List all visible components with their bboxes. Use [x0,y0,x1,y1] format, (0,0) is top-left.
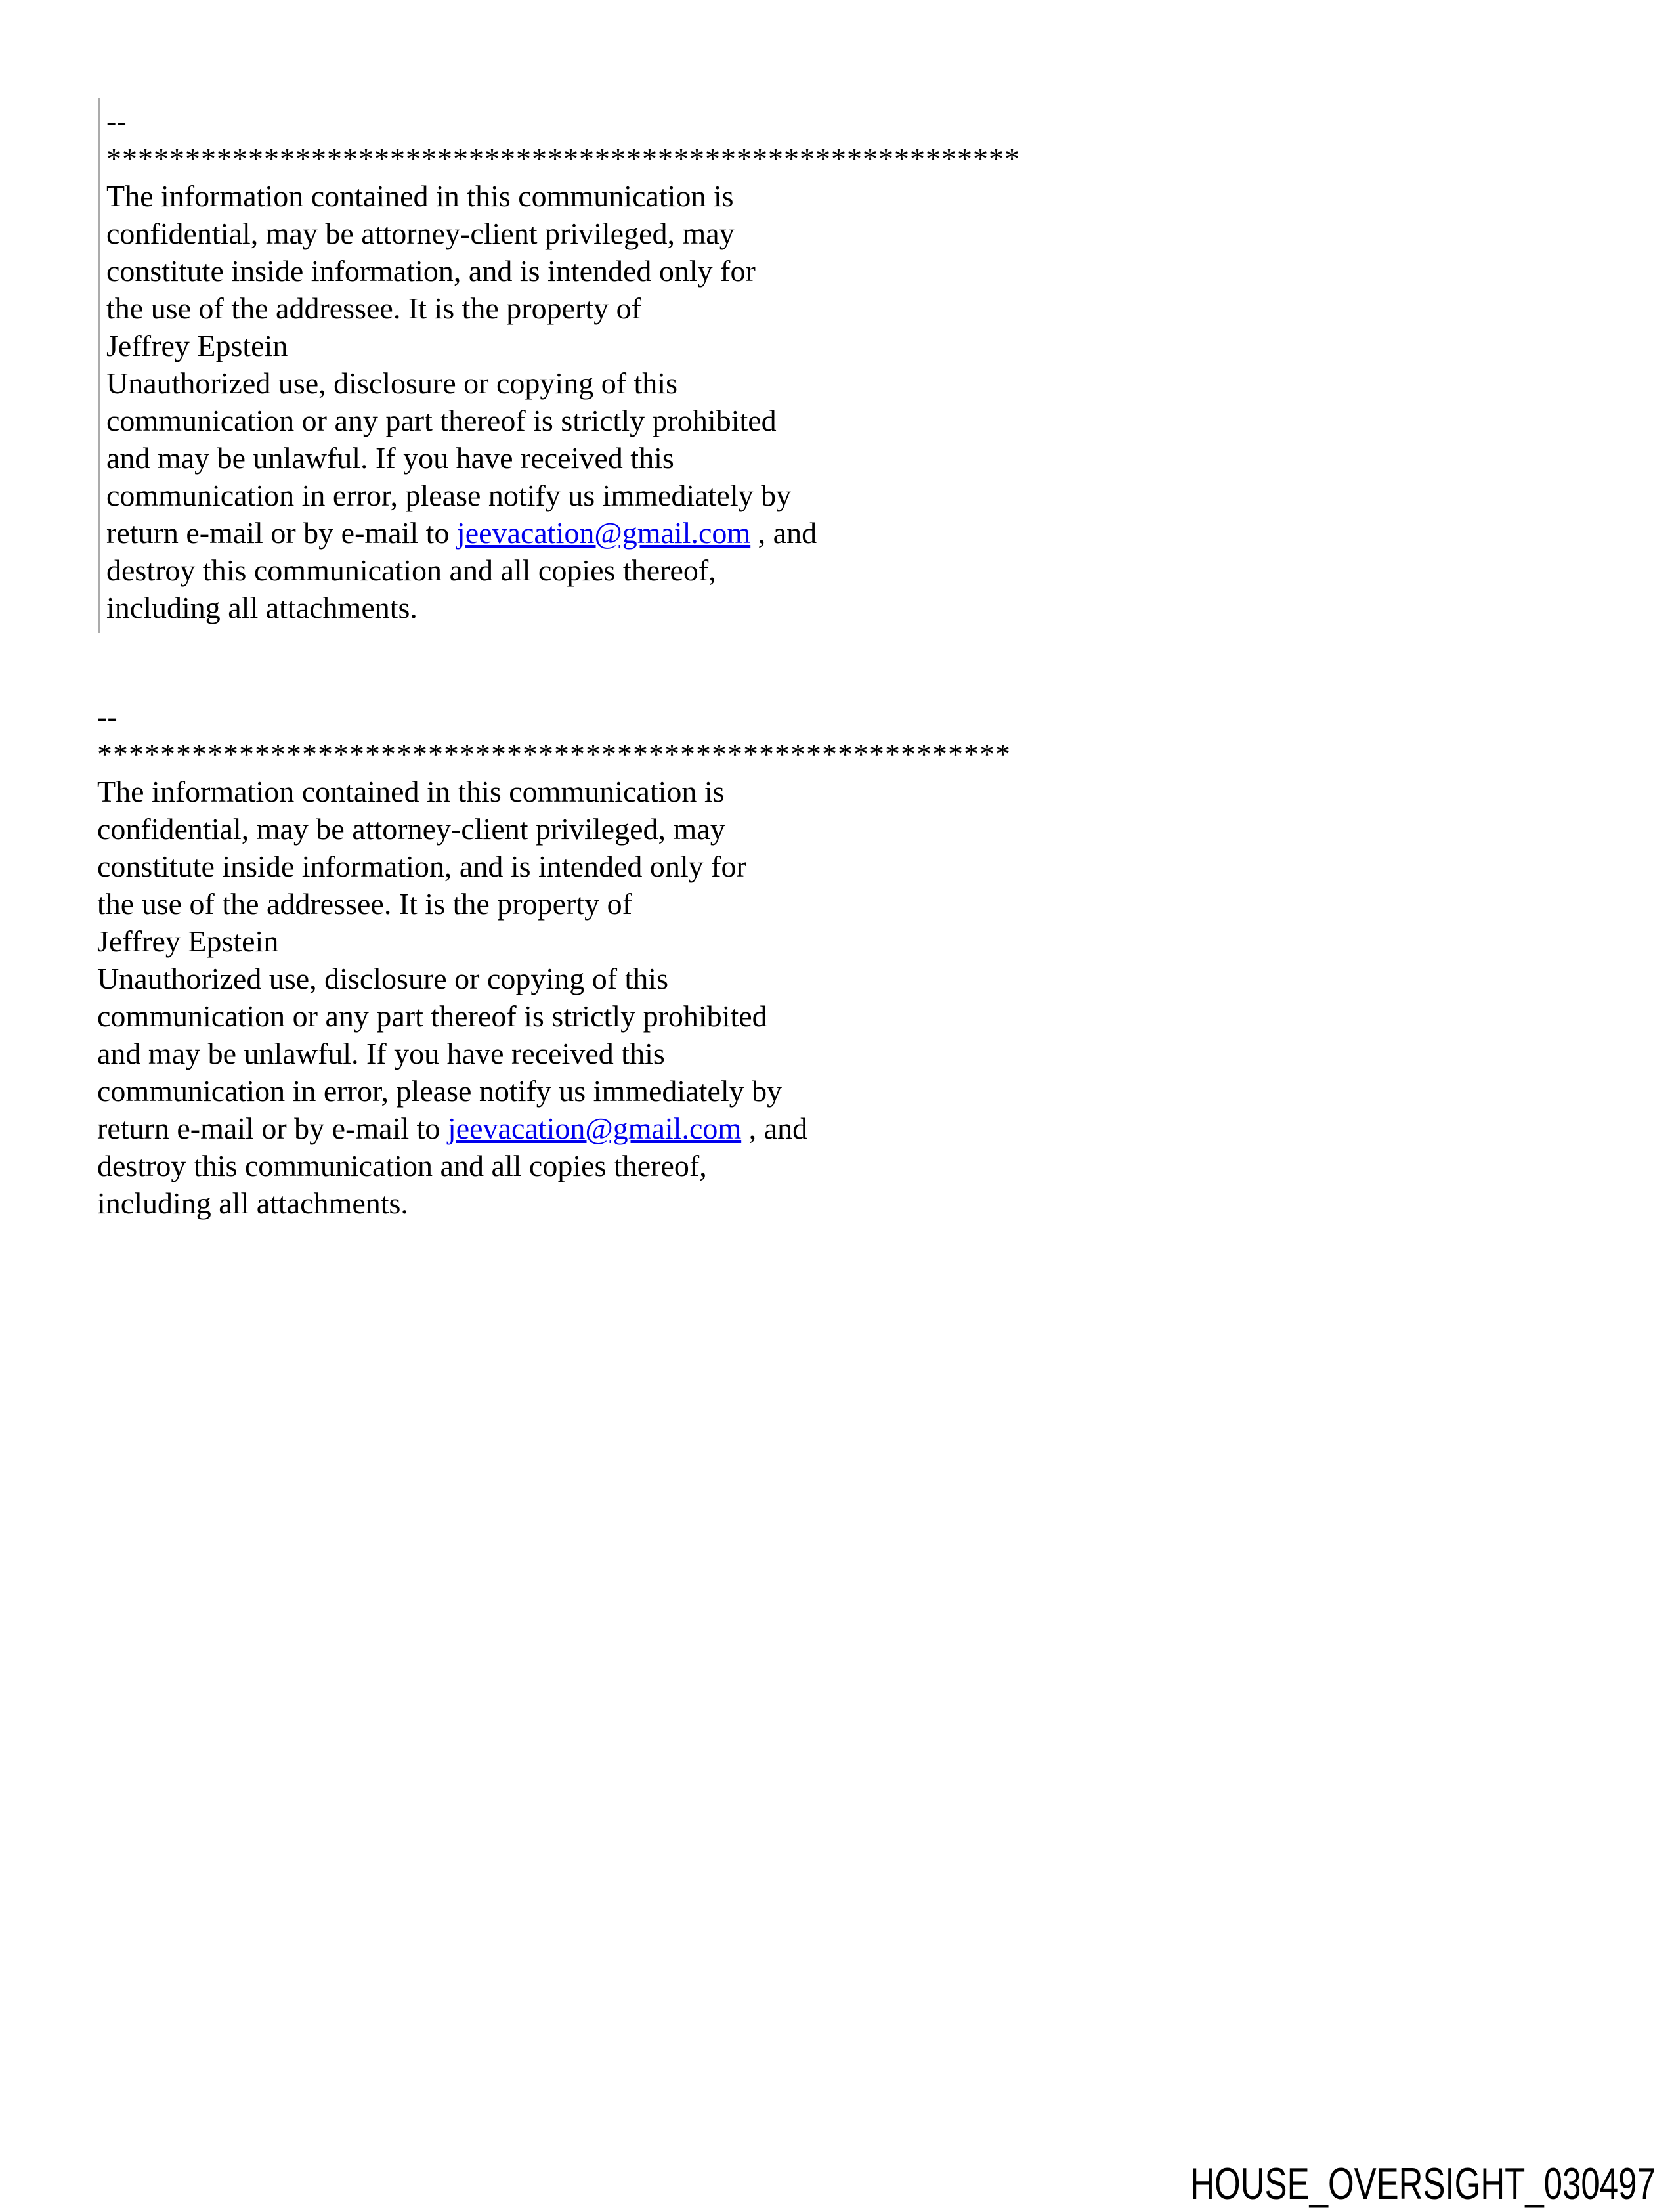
disclaimer-line: and may be unlawful. If you have received this [97,1037,665,1070]
email-disclaimer-block-2 [97,698,1011,1222]
signature-separator: -- [106,104,127,138]
disclaimer-line: The information contained in this communication is [106,179,734,213]
link-line-suffix: , and [750,516,817,550]
link-line-suffix: , and [741,1112,808,1145]
email-disclaimer-block-1 [98,98,1020,633]
asterisk-divider: ********************************************************** [97,737,1011,771]
disclaimer-line: Jeffrey Epstein [97,924,279,958]
email-link[interactable]: jeevacation@gmail.com [447,1112,742,1145]
disclaimer-line: including all attachments. [106,591,418,624]
disclaimer-line-with-link [97,1110,1011,1147]
disclaimer-line: including all attachments. [97,1186,408,1220]
disclaimer-line: constitute inside information, and is intended only for [106,254,756,288]
disclaimer-line: constitute inside information, and is intended only for [97,850,746,883]
disclaimer-line: destroy this communication and all copies thereof, [97,1149,707,1182]
signature-separator: -- [97,700,118,733]
disclaimer-line: The information contained in this communication is [97,775,725,808]
disclaimer-line: Unauthorized use, disclosure or copying of this [106,366,677,400]
asterisk-divider: ********************************************************** [106,142,1020,175]
disclaimer-line: Unauthorized use, disclosure or copying of this [97,962,668,995]
disclaimer-line: and may be unlawful. If you have received this [106,441,674,475]
disclaimer-line: communication in error, please notify us immediately by [106,479,792,512]
link-line-prefix: return e-mail or by e-mail to [97,1112,448,1145]
disclaimer-line: communication or any part thereof is strictly prohibited [97,999,767,1033]
disclaimer-line: communication in error, please notify us immediately by [97,1074,783,1108]
disclaimer-line-with-link [106,514,1020,552]
disclaimer-line: Jeffrey Epstein [106,329,288,362]
link-line-prefix: return e-mail or by e-mail to [106,516,457,550]
disclaimer-line: the use of the addressee. It is the property of [97,887,632,921]
disclaimer-line: the use of the addressee. It is the property of [106,292,641,325]
bates-stamp: HOUSE_OVERSIGHT_030497 [1190,2159,1656,2209]
disclaimer-line: confidential, may be attorney-client privileged, may [106,217,735,250]
disclaimer-line: communication or any part thereof is strictly prohibited [106,404,777,437]
disclaimer-line: destroy this communication and all copies thereof, [106,553,716,587]
email-link[interactable]: jeevacation@gmail.com [456,516,751,550]
disclaimer-line: confidential, may be attorney-client privileged, may [97,812,725,846]
